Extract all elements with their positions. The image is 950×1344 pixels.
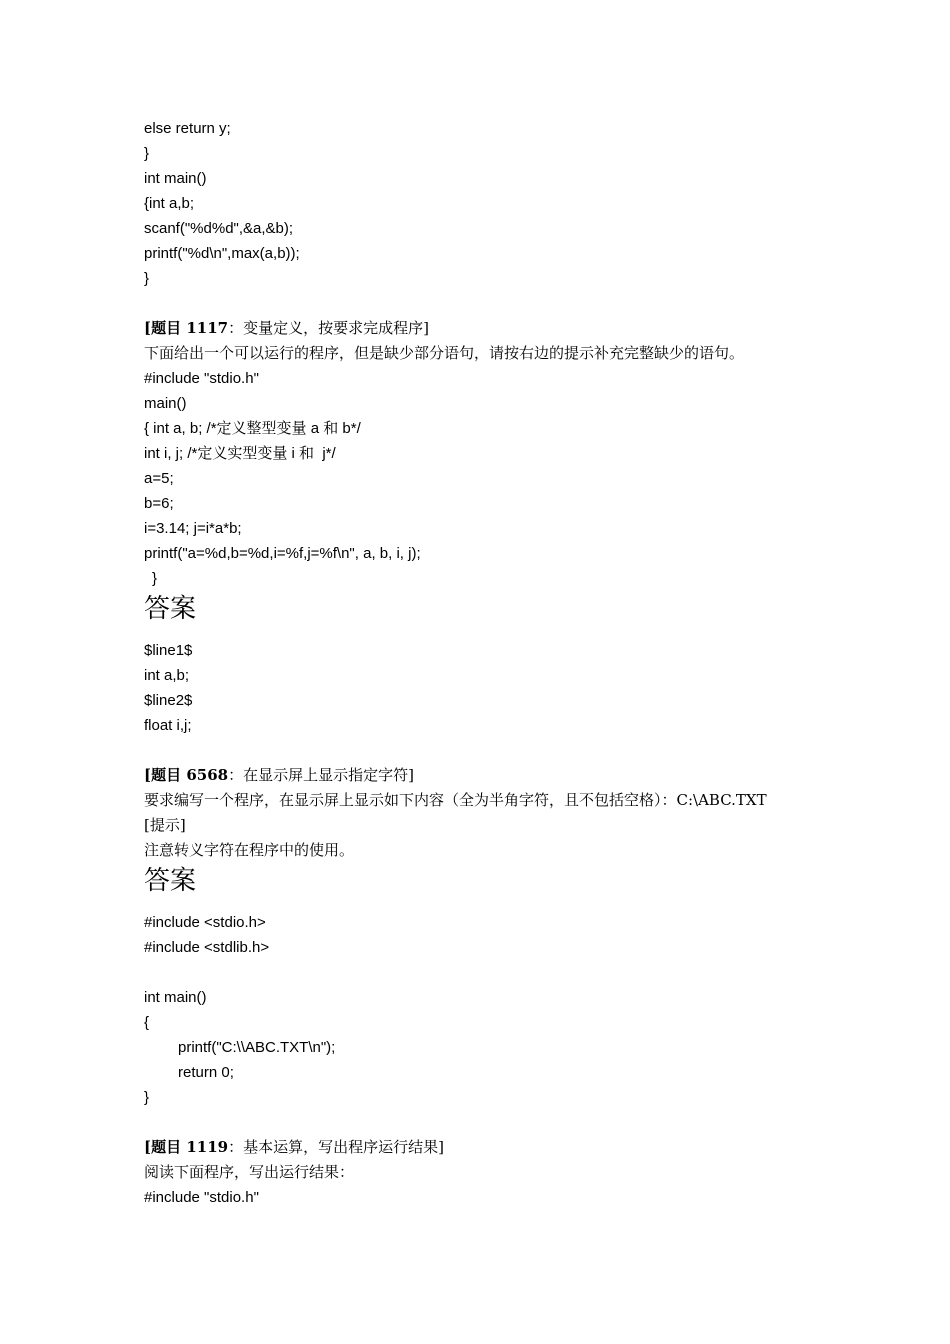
code-line: scanf("%d%d",&a,&b); xyxy=(144,220,294,237)
question-1117 xyxy=(144,316,824,738)
question-6568 xyxy=(144,763,824,1110)
code-line: #include "stdio.h" xyxy=(144,370,259,387)
question-1119 xyxy=(144,1135,824,1210)
answer-line: #include <stdio.h> xyxy=(144,914,266,931)
question-description: 要求编写一个程序，在显示屏上显示如下内容（全为半角字符，且不包括空格）：C:\ABC.TXT xyxy=(144,791,767,809)
hint-text: 注意转义字符在程序中的使用。 xyxy=(144,841,355,859)
code-line: i=3.14; j=i*a*b; xyxy=(144,520,242,537)
question-description: 阅读下面程序，写出运行结果： xyxy=(144,1163,355,1181)
document-content xyxy=(144,116,824,1210)
question-description: 下面给出一个可以运行的程序，但是缺少部分语句，请按右边的提示补充完整缺少的语句。 xyxy=(144,344,745,362)
code-line: #include "stdio.h" xyxy=(144,1189,259,1206)
blank-line xyxy=(144,291,824,316)
question-title: [题目 1117：变量定义，按要求完成程序] xyxy=(144,319,429,337)
answer-line: int main() xyxy=(144,989,207,1006)
code-line: {int a,b; xyxy=(144,195,195,212)
code-line: int i, j; /*定义实型变量 i 和 j*/ xyxy=(144,445,336,462)
answer-line: int a,b; xyxy=(144,667,190,684)
blank-line xyxy=(144,960,824,985)
question-number: 6568 xyxy=(186,766,229,784)
answer-line: return 0; xyxy=(178,1064,234,1081)
blank-line xyxy=(144,1110,824,1135)
answer-line: $line1$ xyxy=(144,642,193,659)
answer-line: $line2$ xyxy=(144,692,193,709)
code-line: a=5; xyxy=(144,470,174,487)
hint-label: [提示] xyxy=(144,816,186,834)
code-line: int main() xyxy=(144,170,207,187)
code-line: printf("%d\n",max(a,b)); xyxy=(144,245,300,262)
code-line: { int a, b; /*定义整型变量 a 和 b*/ xyxy=(144,420,361,437)
code-line: } xyxy=(144,145,150,162)
code-line: printf("a=%d,b=%d,i=%f,j=%f\n", a, b, i, j); xyxy=(144,545,421,562)
answer-heading: 答案 xyxy=(144,594,197,624)
code-line: else return y; xyxy=(144,120,231,137)
question-number: 1117 xyxy=(186,319,229,337)
answer-line: { xyxy=(144,1014,150,1031)
code-block-top xyxy=(144,116,824,291)
answer-line: printf("C:\\ABC.TXT\n"); xyxy=(178,1039,336,1056)
question-number: 1119 xyxy=(186,1138,229,1156)
code-line: } xyxy=(152,570,158,587)
blank-line xyxy=(144,738,824,763)
question-title: [题目 1119：基本运算，写出程序运行结果] xyxy=(144,1138,444,1156)
answer-heading: 答案 xyxy=(144,866,197,896)
question-title: [题目 6568：在显示屏上显示指定字符] xyxy=(144,766,414,784)
code-line: main() xyxy=(144,395,187,412)
code-line: b=6; xyxy=(144,495,174,512)
code-line: } xyxy=(144,270,150,287)
answer-line: #include <stdlib.h> xyxy=(144,939,270,956)
answer-line: float i,j; xyxy=(144,717,192,734)
answer-line: } xyxy=(144,1089,150,1106)
